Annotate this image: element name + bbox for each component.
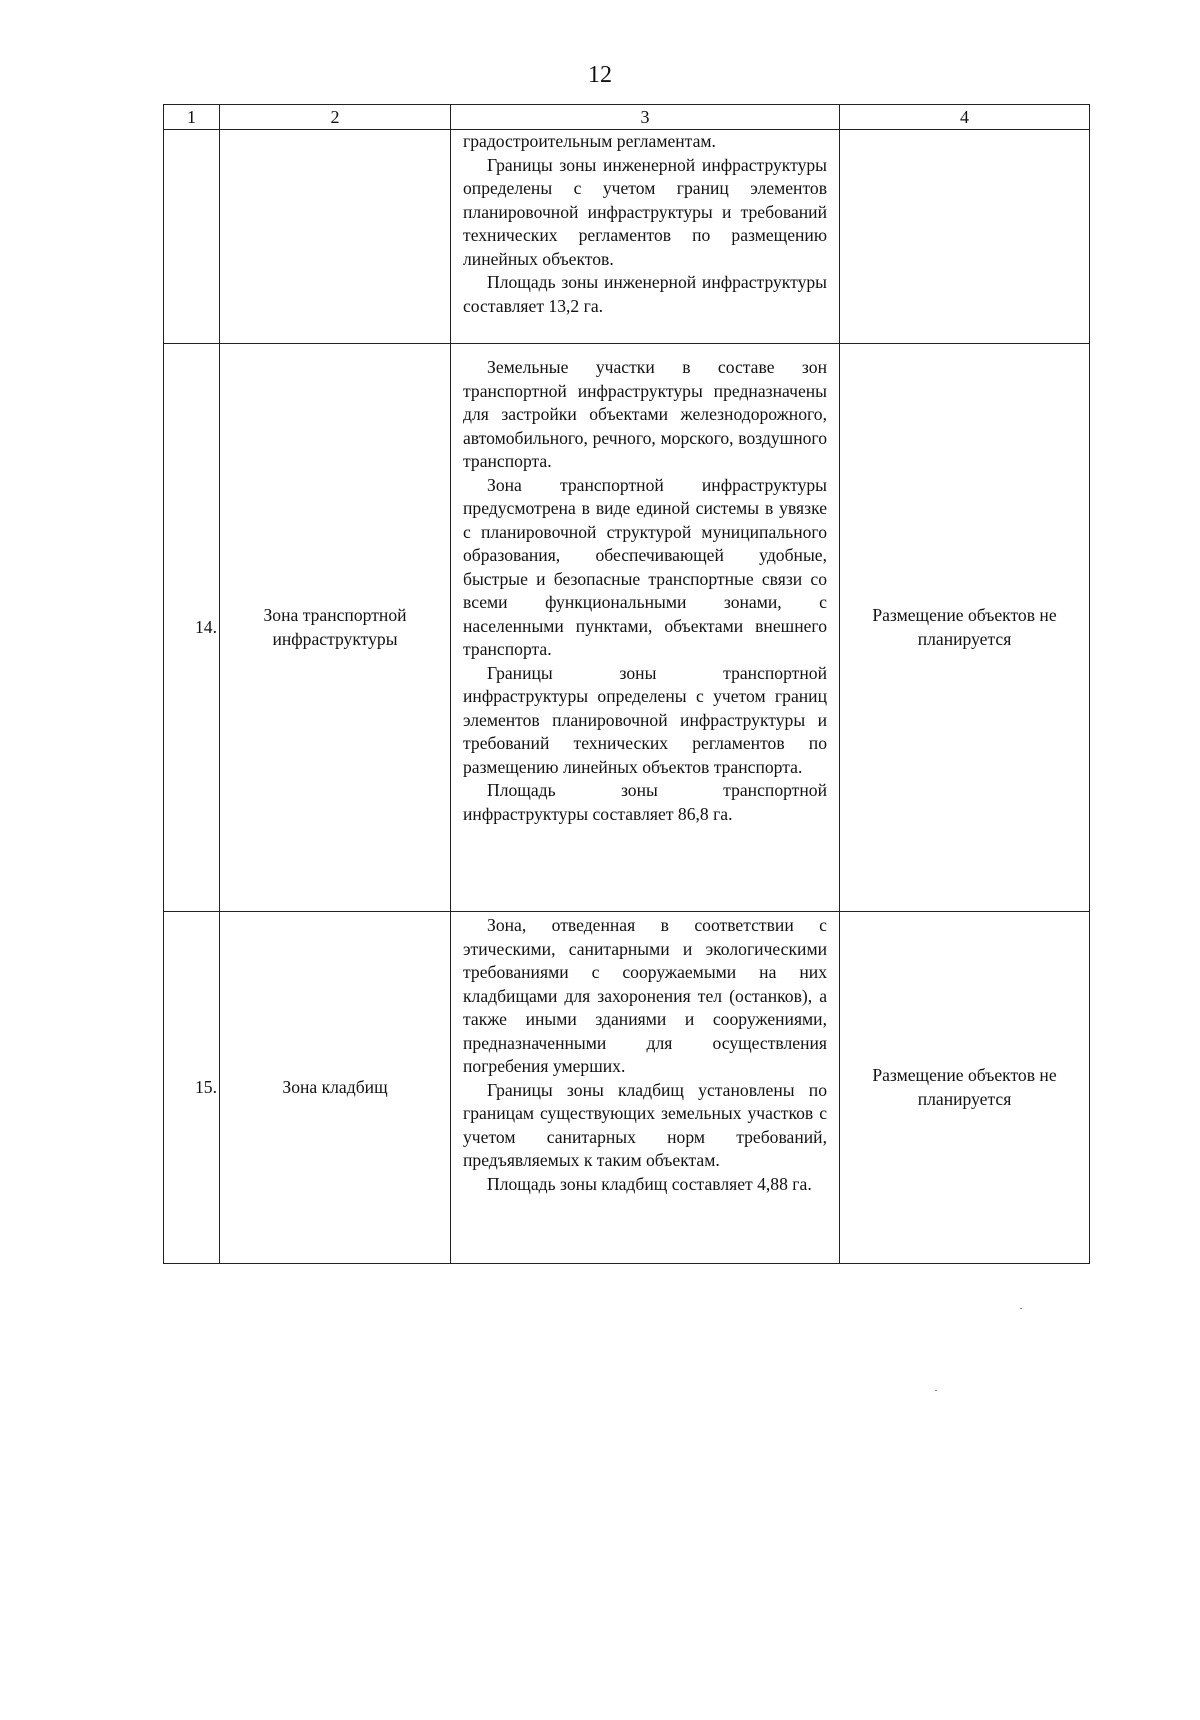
zone-name-cell: Зона кладбищ (220, 912, 451, 1264)
row-number-cell: 15. (164, 912, 220, 1264)
description-paragraph: Границы зоны инженерной инфраструктуры определены с учетом границ элементов планировочной инфраструктуры и требований технических регламентов по размещению линейных объектов. (463, 154, 827, 269)
description-paragraph: Зона транспортной инфраструктуры предусмотрена в виде единой системы в увязке с планировочной структурой муниципального образования, обеспечивающей удобные, быстрые и безопасные транспортные связи со всеми функциональными зонами, с населенными пунктами, объектами внешнего транспорта. (463, 474, 827, 659)
description-paragraph: Площадь зоны транспортной инфраструктуры составляет 86,8 га. (463, 780, 827, 824)
description-paragraph: Площадь зоны инженерной инфраструктуры составляет 13,2 га. (463, 272, 827, 316)
zones-table (163, 104, 1090, 1264)
table-header-row (164, 105, 1090, 130)
scan-speck (1020, 1308, 1022, 1309)
plan-cell: Размещение объектов не планируется (840, 912, 1090, 1264)
row-number-cell (164, 130, 220, 344)
column-header-3: 3 (451, 105, 840, 130)
zone-description-cell (451, 912, 840, 1264)
table-row-14 (164, 344, 1090, 912)
description-paragraph: градостроительным регламентам. (463, 131, 716, 151)
description-paragraph: Площадь зоны кладбищ составляет 4,88 га. (487, 1173, 812, 1194)
column-header-2: 2 (220, 105, 451, 130)
column-header-4: 4 (840, 105, 1090, 130)
page-number: 12 (588, 62, 612, 88)
zone-name-cell (220, 130, 451, 344)
zone-description-cell (451, 344, 840, 912)
plan-cell (840, 130, 1090, 344)
table-row-15 (164, 912, 1090, 1264)
table-row-13-continued (164, 130, 1090, 344)
description-paragraph: Границы зоны кладбищ установлены по границам существующих земельных участков с учетом санитарных норм требований, предъявляемых к таким объектам. (463, 1079, 827, 1170)
plan-cell: Размещение объектов не планируется (840, 344, 1090, 912)
scan-speck (935, 1390, 937, 1391)
description-paragraph: Земельные участки в составе зон транспортной инфраструктуры предназначены для застройки объектами железнодорожного, автомобильного, речного, морского, воздушного транспорта. (463, 357, 827, 471)
row-number-cell: 14. (164, 344, 220, 912)
description-paragraph: Границы зоны транспортной инфраструктуры определены с учетом границ элементов планировочной инфраструктуры и требований технических регламентов по размещению линейных объектов транспорта. (463, 662, 827, 777)
zone-description-cell (451, 130, 840, 344)
zone-name-cell: Зона транспортной инфраструктуры (220, 344, 451, 912)
column-header-1: 1 (164, 105, 220, 130)
description-paragraph: Зона, отведенная в соответствии с этическими, санитарными и экологическими требованиями с сооружаемыми на них кладбищами для захоронения тел (останков), а также иными зданиями и сооружениями, предназначенными для осуществления погребения умерших. (463, 915, 827, 1076)
